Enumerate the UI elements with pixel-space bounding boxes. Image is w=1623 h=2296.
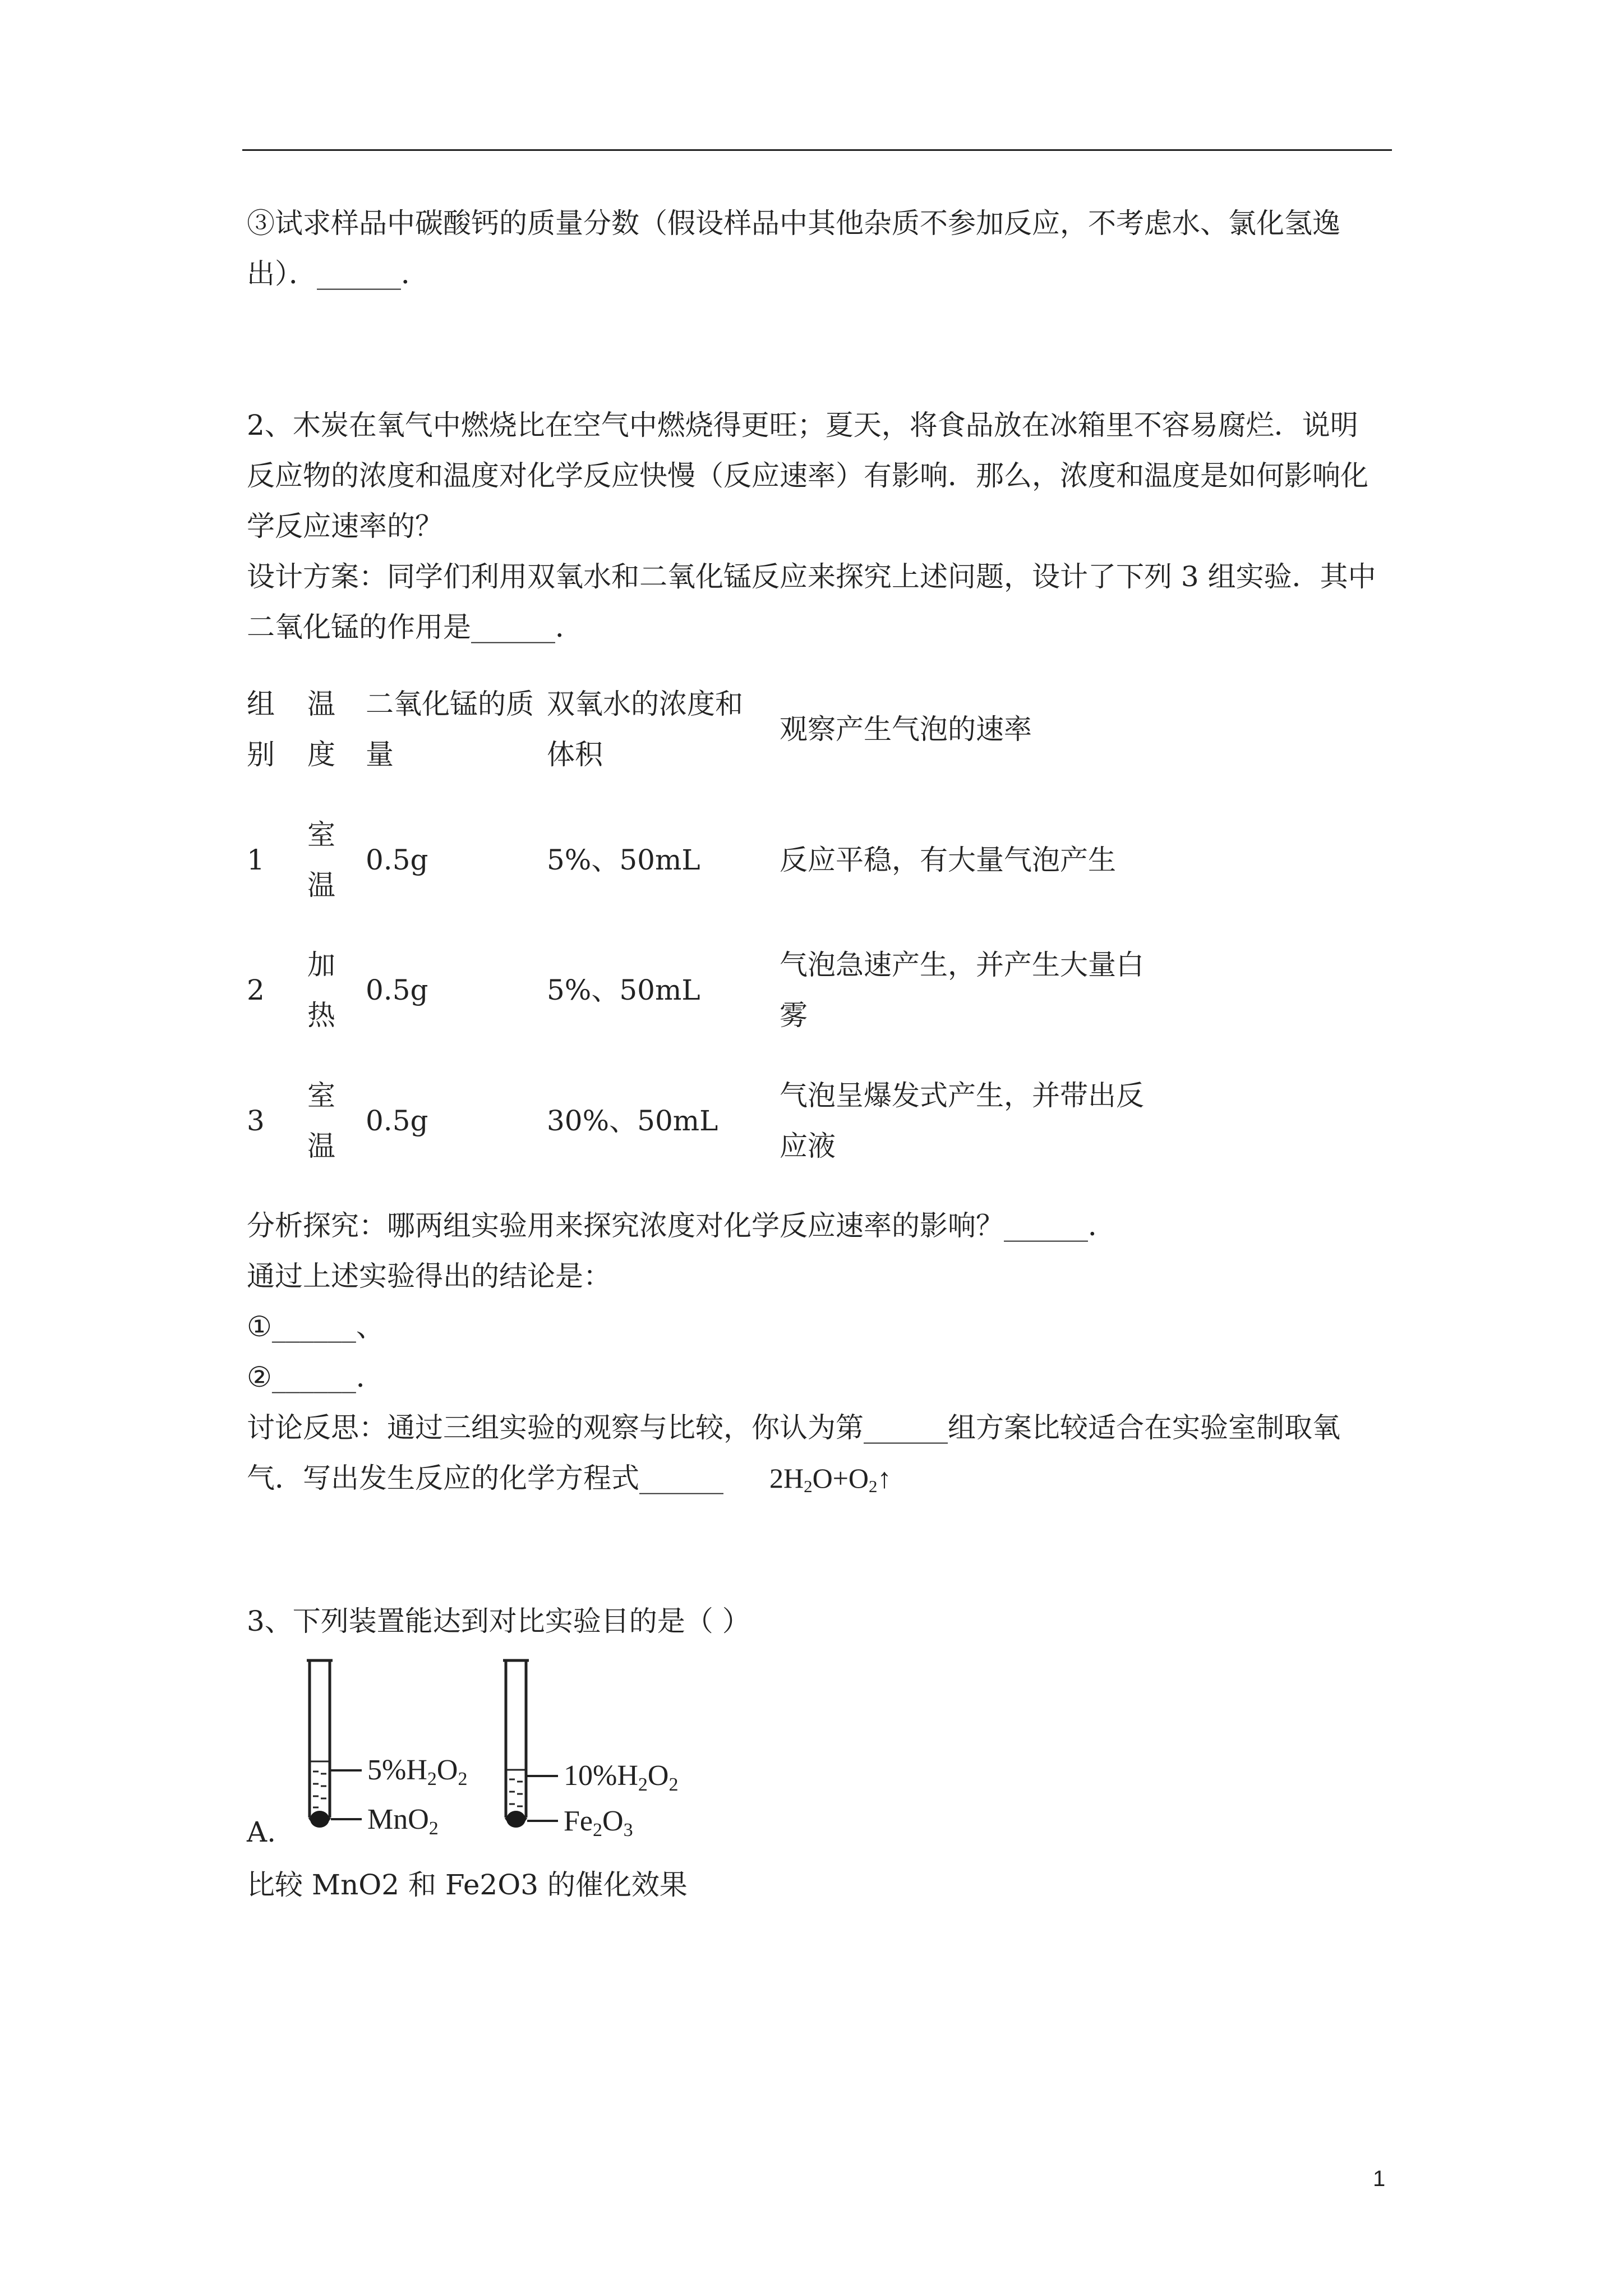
row3-group: 3 (247, 1105, 265, 1137)
gas-arrow: ↑ (877, 1462, 892, 1494)
row3-temp-1: 室 (307, 1079, 335, 1112)
header-mno2-1: 二氧化锰的质 (366, 688, 534, 720)
row2-observation-2: 雾 (780, 999, 808, 1032)
q2-line-1: 2、木炭在氧气中燃烧比在空气中燃烧得更旺；夏天，将食品放在冰箱里不容易腐烂．说明 (247, 409, 1358, 441)
row1-temp-2: 温 (307, 869, 335, 901)
row1-group: 1 (247, 844, 265, 876)
q2-conclusion-1: ①______、 (247, 1310, 384, 1343)
q2-line-3: 学反应速率的？ (247, 510, 443, 542)
header-group-2: 别 (247, 738, 275, 771)
row2-h2o2: 5%、50mL (547, 974, 700, 1006)
test-tube-2 (503, 1660, 558, 1828)
header-mno2-2: 量 (366, 738, 394, 771)
tube1-solution-label: 5%H2O2 (367, 1754, 468, 1789)
page-number: 1 (1373, 2166, 1386, 2191)
row1-mno2: 0.5g (366, 844, 428, 876)
q2-design-line-2: 二氧化锰的作用是______． (247, 611, 583, 643)
q2-discussion-line-1: 讨论反思：通过三组实验的观察与比较，你认为第______组方案比较适合在实验室制取氧 (247, 1411, 1340, 1444)
equation-part: O+O (812, 1462, 869, 1494)
q2-discussion-line-2: 气．写出发生反应的化学方程式______ (247, 1462, 723, 1494)
row1-temp-1: 室 (307, 818, 335, 851)
test-tube-diagram (303, 1655, 707, 1857)
header-temp-1: 温 (307, 688, 335, 720)
row2-temp-1: 加 (307, 949, 335, 981)
test-tube-1 (307, 1660, 362, 1828)
header-rule (242, 149, 1392, 151)
header-observation: 观察产生气泡的速率 (780, 713, 1032, 746)
q2-analysis: 分析探究：哪两组实验用来探究浓度对化学反应速率的影响？______． (247, 1209, 1116, 1242)
q1-line-2: 出）．______． (247, 257, 429, 290)
q3-option-a-caption: 比较 MnO2 和 Fe2O3 的催化效果 (247, 1869, 688, 1901)
header-h2o2-2: 体积 (547, 738, 603, 771)
tube2-solution-label: 10%H2O2 (564, 1760, 679, 1795)
reaction-equation (769, 1461, 892, 1503)
q1-line-1: ③试求样品中碳酸钙的质量分数（假设样品中其他杂质不参加反应，不考虑水、氯化氢逸 (247, 207, 1340, 240)
q3-question: 3、下列装置能达到对比实验目的是（ ） (247, 1605, 750, 1637)
q3-option-a-label: A. (247, 1816, 276, 1848)
equation-subscript: 2 (869, 1476, 878, 1496)
q2-line-2: 反应物的浓度和温度对化学反应快慢（反应速率）有影响．那么，浓度和温度是如何影响化 (247, 459, 1368, 492)
header-group-1: 组 (247, 688, 275, 720)
q2-conclusion-intro: 通过上述实验得出的结论是： (247, 1260, 611, 1292)
equation-part: 2H (769, 1462, 804, 1494)
row1-h2o2: 5%、50mL (547, 844, 700, 876)
row2-observation-1: 气泡急速产生，并产生大量白 (780, 949, 1144, 981)
row3-observation-2: 应液 (780, 1130, 836, 1162)
row2-temp-2: 热 (307, 999, 335, 1032)
equation-subscript: 2 (804, 1476, 813, 1496)
row3-mno2: 0.5g (366, 1105, 428, 1137)
tube1-catalyst-label: MnO2 (367, 1803, 439, 1839)
header-temp-2: 度 (307, 738, 335, 771)
row1-observation: 反应平稳，有大量气泡产生 (780, 844, 1116, 876)
row3-h2o2: 30%、50mL (547, 1105, 718, 1137)
q2-design-line-1: 设计方案：同学们利用双氧水和二氧化锰反应来探究上述问题，设计了下列 3 组实验．其中 (247, 560, 1376, 593)
q2-conclusion-2: ②______． (247, 1361, 384, 1393)
tube2-catalyst-label: Fe2O3 (564, 1805, 633, 1841)
row2-mno2: 0.5g (366, 974, 428, 1006)
row3-observation-1: 气泡呈爆发式产生，并带出反 (780, 1079, 1144, 1112)
header-h2o2-1: 双氧水的浓度和 (547, 688, 743, 720)
row3-temp-2: 温 (307, 1130, 335, 1162)
row2-group: 2 (247, 974, 265, 1006)
